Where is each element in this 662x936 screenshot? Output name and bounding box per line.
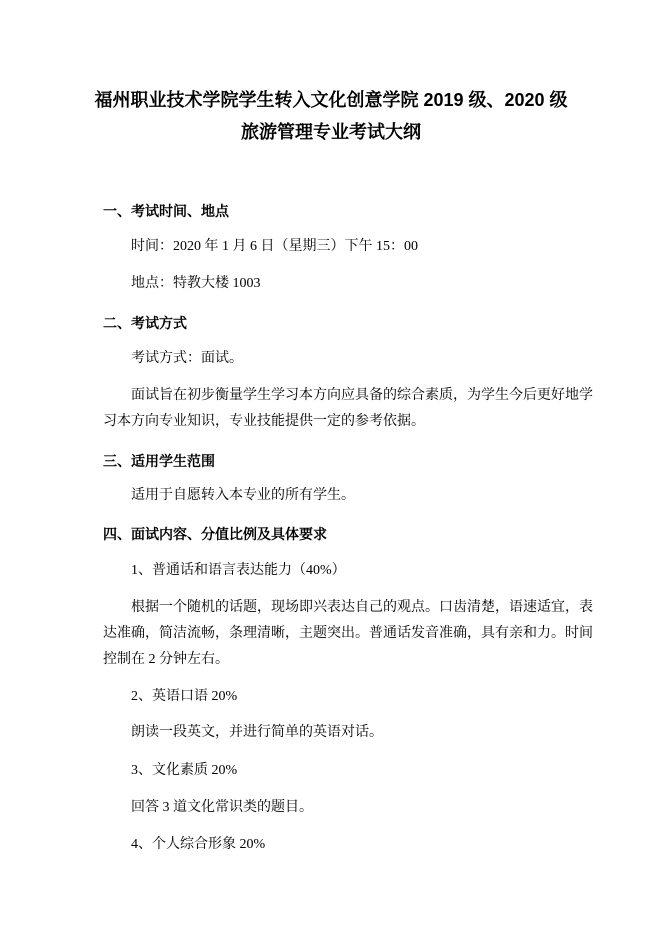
exam-method: 考试方式：面试。 (131, 351, 243, 366)
scope-text: 适用于自愿转入本专业的所有学生。 (131, 488, 355, 503)
item-2-desc: 朗读一段英文，并进行简单的英语对话。 (131, 725, 383, 740)
item-1-desc-line: 根据一个随机的话题，现场即兴表达自己的观点。口齿清楚，语速适宜，表 (131, 600, 593, 615)
section-1-heading: 一、考试时间、地点 (103, 203, 229, 219)
section-3-heading: 三、适用学生范围 (103, 453, 215, 469)
item-1-desc-line: 达准确，简洁流畅，条理清晰，主题突出。普通话发音准确，具有亲和力。时间 (103, 626, 593, 641)
method-desc-line: 面试旨在初步衡量学生学习本方向应具备的综合素质，为学生今后更好地学 (131, 388, 593, 403)
exam-place: 地点：特教大楼 1003 (131, 276, 261, 291)
item-4: 4、个人综合形象 20% (131, 837, 266, 852)
item-1-desc-line: 控制在 2 分钟左右。 (103, 652, 229, 667)
item-3-desc: 回答 3 道文化常识类的题目。 (131, 800, 313, 815)
title-line-2: 旅游管理专业考试大纲 (241, 122, 421, 142)
item-3: 3、文化素质 20% (131, 763, 238, 778)
method-desc-line: 习本方向专业知识，专业技能提供一定的参考依据。 (103, 414, 425, 429)
item-1: 1、普通话和语言表达能力（40%） (131, 563, 346, 578)
item-2: 2、英语口语 20% (131, 689, 238, 704)
section-4-heading: 四、面试内容、分值比例及具体要求 (103, 526, 327, 542)
title-line-1: 福州职业技术学院学生转入文化创意学院 2019 级、2020 级 (94, 90, 568, 110)
exam-time: 时间：2020 年 1 月 6 日（星期三）下午 15：00 (131, 239, 418, 254)
section-2-heading: 二、考试方式 (103, 315, 187, 331)
